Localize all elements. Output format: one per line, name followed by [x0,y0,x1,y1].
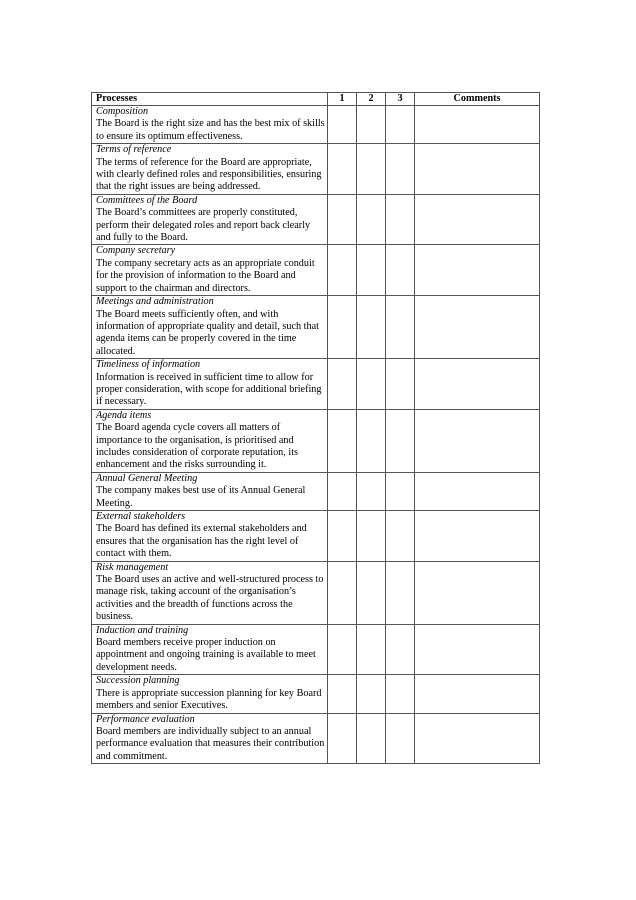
table-row [92,194,540,245]
score-1-cell[interactable] [328,296,357,359]
score-1-cell[interactable] [328,472,357,510]
score-3-cell[interactable] [386,106,415,144]
header-score-1: 1 [328,93,357,106]
table-row [92,472,540,510]
score-1-cell[interactable] [328,409,357,472]
comments-cell[interactable] [415,472,540,510]
score-2-cell[interactable] [357,511,386,562]
board-evaluation-table [91,92,540,764]
score-2-cell[interactable] [357,296,386,359]
header-score-3: 3 [386,93,415,106]
table-row [92,624,540,675]
table-row [92,296,540,359]
process-title: Timeliness of information [96,359,201,371]
process-description: The company makes best use of its Annual General Meeting. [96,485,306,509]
score-2-cell[interactable] [357,359,386,410]
process-title: Meetings and administration [96,296,214,308]
process-description: The Board is the right size and has the best mix of skills to ensure its optimum effectiveness. [96,118,325,142]
process-description: The Board uses an active and well-structured process to manage risk, taking account of the organisation’s activities and the breadth of functions across the business. [96,574,324,623]
process-description: The Board’s committees are properly constituted, perform their delegated roles and report back clearly and fully to the Board. [96,207,311,244]
table-row [92,713,540,764]
score-1-cell[interactable] [328,106,357,144]
process-title: Committees of the Board [96,194,198,206]
process-description: The Board meets sufficiently often, and with information of appropriate quality and detail, such that agenda items can be properly covered in the time allocated. [96,308,319,357]
header-comments: Comments [415,93,540,106]
score-3-cell[interactable] [386,561,415,624]
process-title: External stakeholders [96,511,186,522]
comments-cell[interactable] [415,359,540,410]
score-2-cell[interactable] [357,144,386,195]
table-row [92,245,540,296]
table-body [92,106,540,764]
table-row [92,511,540,562]
comments-cell[interactable] [415,713,540,764]
score-3-cell[interactable] [386,713,415,764]
process-description: The company secretary acts as an appropriate conduit for the provision of information to the Board and support to the chairman and directors. [96,257,315,294]
score-2-cell[interactable] [357,106,386,144]
score-1-cell[interactable] [328,511,357,562]
process-title: Composition [96,106,149,117]
process-cell [92,675,328,713]
process-description: Board members are individually subject to an annual performance evaluation that measures their contribution and commitment. [96,725,325,762]
process-title: Terms of reference [96,144,172,156]
table-header-row [92,93,540,106]
table-row [92,106,540,144]
score-1-cell[interactable] [328,359,357,410]
score-3-cell[interactable] [386,675,415,713]
score-1-cell[interactable] [328,675,357,713]
process-title: Risk management [96,561,169,573]
process-title: Agenda items [96,409,152,421]
comments-cell[interactable] [415,409,540,472]
process-description: The terms of reference for the Board are appropriate, with clearly defined roles and responsibilities, ensuring that the right issues are being addressed. [96,156,322,193]
score-3-cell[interactable] [386,144,415,195]
score-3-cell[interactable] [386,194,415,245]
score-1-cell[interactable] [328,194,357,245]
process-cell [92,561,328,624]
process-cell [92,194,328,245]
score-1-cell[interactable] [328,624,357,675]
process-cell [92,296,328,359]
comments-cell[interactable] [415,624,540,675]
table-row [92,144,540,195]
score-2-cell[interactable] [357,245,386,296]
score-2-cell[interactable] [357,713,386,764]
score-3-cell[interactable] [386,511,415,562]
header-score-2: 2 [357,93,386,106]
process-title: Induction and training [96,624,189,636]
score-3-cell[interactable] [386,409,415,472]
comments-cell[interactable] [415,144,540,195]
process-title: Succession planning [96,675,180,687]
process-cell [92,359,328,410]
score-2-cell[interactable] [357,675,386,713]
process-description: The Board has defined its external stakeholders and ensures that the organisation has the right level of contact with them. [96,523,307,560]
score-1-cell[interactable] [328,245,357,296]
process-description: There is appropriate succession planning for key Board members and senior Executives. [96,687,322,712]
table-row [92,359,540,410]
process-cell [92,511,328,562]
comments-cell[interactable] [415,245,540,296]
process-cell [92,245,328,296]
comments-cell[interactable] [415,675,540,713]
table-row [92,561,540,624]
process-title: Company secretary [96,245,176,257]
table-row [92,675,540,713]
table-row [92,409,540,472]
comments-cell[interactable] [415,296,540,359]
process-description: The Board agenda cycle covers all matters of importance to the organisation, is prioritised and includes consideration of corporate reputation, its enhancement and the risks surrounding it. [96,422,298,471]
process-description: Information is received in sufficient time to allow for proper consideration, with scope for additional briefing if necessary. [96,371,322,408]
process-title: Annual General Meeting [96,472,198,484]
score-2-cell[interactable] [357,194,386,245]
score-2-cell[interactable] [357,624,386,675]
score-3-cell[interactable] [386,296,415,359]
score-1-cell[interactable] [328,561,357,624]
process-cell [92,713,328,764]
process-cell [92,106,328,144]
header-processes: Processes [92,93,328,106]
comments-cell[interactable] [415,511,540,562]
score-2-cell[interactable] [357,561,386,624]
score-2-cell[interactable] [357,472,386,510]
score-3-cell[interactable] [386,472,415,510]
score-2-cell[interactable] [357,409,386,472]
score-1-cell[interactable] [328,144,357,195]
comments-cell[interactable] [415,561,540,624]
comments-cell[interactable] [415,106,540,144]
score-3-cell[interactable] [386,359,415,410]
process-title: Performance evaluation [96,713,195,725]
score-3-cell[interactable] [386,245,415,296]
process-cell [92,624,328,675]
process-description: Board members receive proper induction on appointment and ongoing training is available to meet development needs. [96,637,316,673]
score-3-cell[interactable] [386,624,415,675]
process-cell [92,409,328,472]
score-1-cell[interactable] [328,713,357,764]
process-cell [92,472,328,510]
process-cell [92,144,328,195]
comments-cell[interactable] [415,194,540,245]
